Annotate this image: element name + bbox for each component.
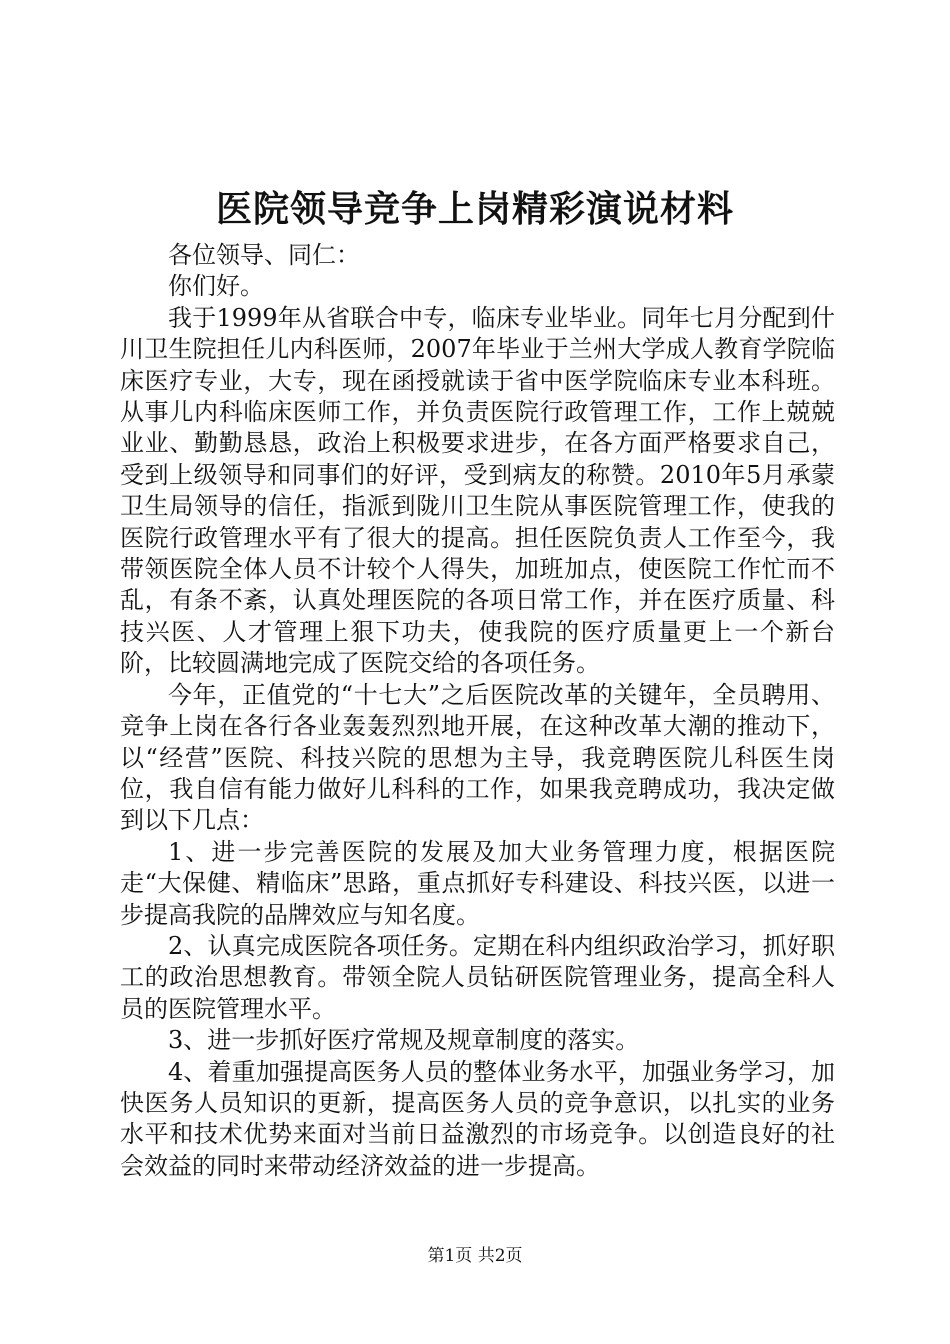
page-number-footer: 第1页 共2页	[427, 1246, 523, 1266]
paragraph-point-4: 4、着重加强提高医务人员的整体业务水平，加强业务学习，加快医务人员知识的更新，提高医务人员的竞争意识，以扎实的业务水平和技术优势来面对当前日益激烈的市场竞争。以创造良好的社会效益的同时来带动经济效益的进一步提高。	[120, 1057, 835, 1180]
paragraph-point-1: 1、进一步完善医院的发展及加大业务管理力度，根据医院走“大保健、精临床”思路，重点抓好专科建设、科技兴医，以进一步提高我院的品牌效应与知名度。	[120, 837, 835, 929]
paragraph-point-2: 2、认真完成医院各项任务。定期在科内组织政治学习，抓好职工的政治思想教育。带领全院人员钻研医院管理业务，提高全科人员的医院管理水平。	[120, 931, 835, 1023]
salutation: 各位领导、同仁：	[168, 241, 360, 269]
paragraph-point-3: 3、进一步抓好医疗常规及规章制度的落实。	[168, 1026, 640, 1055]
greeting: 你们好。	[168, 272, 264, 301]
paragraph-context: 今年，正值党的“十七大”之后医院改革的关键年，全员聘用、竞争上岗在各行各业轰轰烈烈地开展，在这种改革大潮的推动下，以“经营”医院、科技兴院的思想为主导，我竞聘医院儿科医生岗位，我自信有能力做好儿科科的工作，如果我竞聘成功，我决定做到以下几点：	[120, 680, 835, 835]
document-body	[120, 240, 835, 1182]
paragraph-background: 我于1999年从省联合中专，临床专业毕业。同年七月分配到什川卫生院担任儿内科医师，2007年毕业于兰州大学成人教育学院临床医疗专业，大专，现在函授就读于省中医学院临床专业本科班。从事儿内科临床医师工作，并负责医院行政管理工作，工作上兢兢业业、勤勤恳恳，政治上积极要求进步，在各方面严格要求自己，受到上级领导和同事们的好评，受到病友的称赞。2010年5月承蒙卫生局领导的信任，指派到陇川卫生院从事医院管理工作，使我的医院行政管理水平有了很大的提高。担任医院负责人工作至今，我带领医院全体人员不计较个人得失，加班加点，使医院工作忙而不乱，有条不紊，认真处理医院的各项日常工作，并在医疗质量、科技兴医、人才管理上狠下功夫，使我院的医疗质量更上一个新台阶，比较圆满地完成了医院交给的各项任务。	[120, 303, 835, 678]
document-title: 医院领导竞争上岗精彩演说材料	[215, 188, 734, 230]
